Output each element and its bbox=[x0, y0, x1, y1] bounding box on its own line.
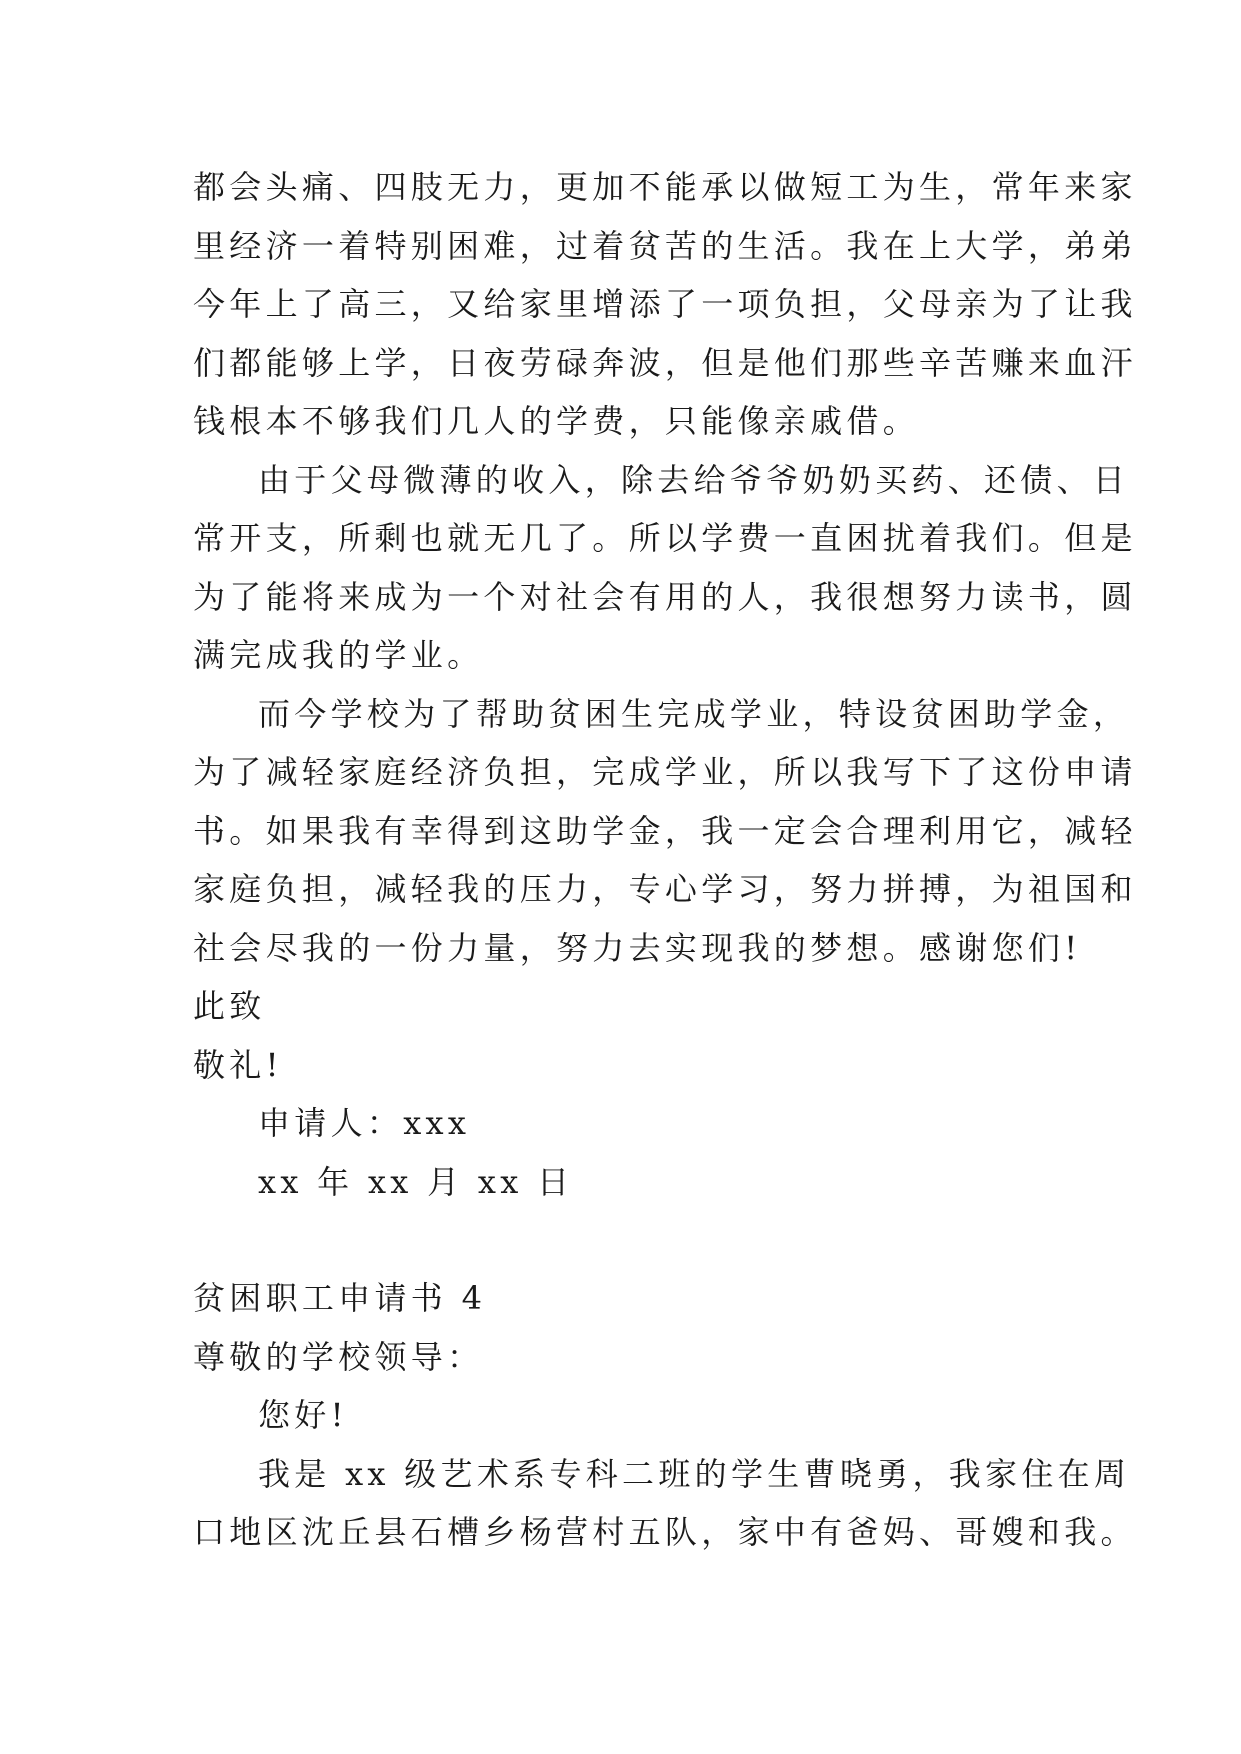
paragraph-line: 口地区沈丘县石槽乡杨营村五队，家中有爸妈、哥嫂和我。 bbox=[193, 1513, 1137, 1551]
paragraph-line: 社会尽我的一份力量，努力去实现我的梦想。感谢您们! bbox=[193, 928, 1082, 967]
closing-line: 此致 bbox=[193, 987, 266, 1025]
paragraph-line: 家庭负担，减轻我的压力，专心学习，努力拼搏，为祖国和 bbox=[193, 870, 1137, 908]
paragraph-line: 都会头痛、四肢无力，更加不能承以做短工为生，常年来家 bbox=[193, 168, 1137, 206]
document-body bbox=[193, 158, 1137, 1562]
paragraph-line: 们都能够上学，日夜劳碌奔波，但是他们那些辛苦赚来血汗 bbox=[193, 343, 1137, 382]
paragraph-line: 由于父母微薄的收入，除去给爷爷奶奶买药、还债、日 bbox=[258, 460, 1130, 499]
paragraph-line: 我是 xx 级艺术系专科二班的学生曹晓勇，我家住在周 bbox=[258, 1454, 1131, 1493]
paragraph-line: 为了能将来成为一个对社会有用的人，我很想努力读书，圆 bbox=[193, 577, 1137, 616]
paragraph-line: 里经济一着特别困难，过着贫苦的生活。我在上大学，弟弟 bbox=[193, 226, 1137, 265]
paragraph-line: 今年上了高三，又给家里增添了一项负担，父母亲为了让我 bbox=[193, 285, 1137, 323]
section-title: 贫困职工申请书 4 bbox=[193, 1279, 487, 1317]
paragraph-line: 为了减轻家庭经济负担，完成学业，所以我写下了这份申请 bbox=[193, 753, 1137, 791]
date-line: xx 年 xx 月 xx 日 bbox=[258, 1162, 574, 1201]
section-spacer bbox=[193, 1211, 1093, 1269]
closing-salute: 敬礼! bbox=[193, 1045, 283, 1084]
paragraph-3 bbox=[193, 685, 1137, 978]
paragraph-line: 满完成我的学业。 bbox=[193, 636, 484, 674]
paragraph-2 bbox=[193, 451, 1137, 685]
paragraph-line: 书。如果我有幸得到这助学金，我一定会合理利用它，减轻 bbox=[193, 811, 1137, 850]
applicant-signature: 申请人：xxx bbox=[258, 1104, 471, 1142]
paragraph-line: 钱根本不够我们几人的学费，只能像亲戚借。 bbox=[193, 402, 920, 440]
paragraph-line: 常开支，所剩也就无几了。所以学费一直困扰着我们。但是 bbox=[193, 519, 1137, 557]
paragraph-1 bbox=[193, 158, 1137, 451]
paragraph-line: 而今学校为了帮助贫困生完成学业，特设贫困助学金， bbox=[258, 694, 1130, 733]
greeting: 您好! bbox=[258, 1396, 348, 1434]
paragraph-4 bbox=[193, 1445, 1137, 1562]
salutation: 尊敬的学校领导： bbox=[193, 1337, 484, 1376]
